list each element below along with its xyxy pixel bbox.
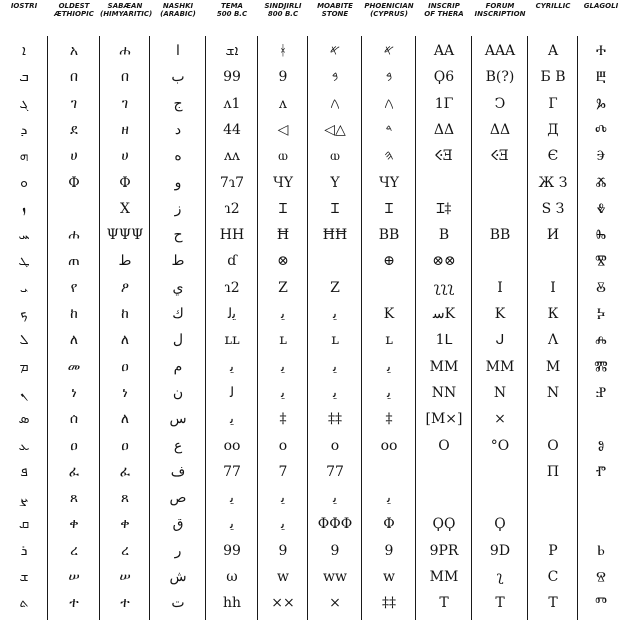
glyph-cell: Т xyxy=(548,595,558,612)
glyph-cell: ܦ xyxy=(20,463,28,480)
glyph-cell: ﻳ xyxy=(281,384,285,401)
glyph-cell: Ɪ xyxy=(331,200,339,217)
glyph-cell: ي xyxy=(172,279,184,296)
glyph-cell: ΔΔ xyxy=(433,121,455,138)
glyph-cell: Б В xyxy=(540,69,566,86)
glyph-cell: ሐ xyxy=(119,43,131,59)
glyph-cell: ʅ xyxy=(496,569,504,585)
glyph-cell: ﻳ xyxy=(387,358,391,375)
glyph-cell: ﻳ xyxy=(281,358,285,375)
glyph-cell: ܓ xyxy=(19,95,29,112)
glyph-cell: ܝ xyxy=(19,279,29,296)
glyph-cell: I xyxy=(497,279,503,296)
glyph-cell: م xyxy=(173,358,183,375)
glyph-cell: °O xyxy=(490,437,510,454)
glyph-cell: ከ xyxy=(70,306,78,322)
column-header: INSCRIP OF THERA xyxy=(424,2,464,18)
glyph-cell: × xyxy=(329,595,341,612)
glyph-cell: ω xyxy=(226,569,238,585)
glyph-cell: Φ xyxy=(68,174,80,191)
glyph-cell: ⊕ xyxy=(383,253,395,270)
glyph-cell: ሀ xyxy=(121,148,129,165)
column-header: NASHKI (ARABIC) xyxy=(160,2,196,18)
glyph-cell: Ϙ xyxy=(494,516,506,533)
glyph-cell: Ⰿ xyxy=(594,358,608,375)
glyph-cell: 𐤁 xyxy=(331,69,339,86)
glyph-cell: ܠ xyxy=(19,332,29,349)
glyph-cell: ﻳ xyxy=(281,516,285,533)
glyph-cell: Φ xyxy=(383,516,395,533)
glyph-cell: ⲴƎ xyxy=(435,148,453,165)
glyph-cell: Ⱀ xyxy=(595,384,607,401)
glyph-cell: ܙ xyxy=(21,200,27,217)
glyph-cell: o xyxy=(278,437,288,454)
glyph-cell: د xyxy=(174,121,182,138)
glyph-cell: 7 xyxy=(278,463,288,480)
glyph-cell: ፈ xyxy=(68,463,80,480)
glyph-cell: ش xyxy=(169,569,187,585)
glyph-cell: ف xyxy=(170,463,186,480)
glyph-cell: ح xyxy=(173,227,183,244)
glyph-cell: ﻳ xyxy=(281,306,285,322)
glyph-cell: የ xyxy=(70,279,78,296)
glyph-cell: 99 xyxy=(223,542,241,559)
glyph-cell: ΑΑ xyxy=(433,43,455,59)
glyph-cell: ɗ xyxy=(227,253,237,270)
glyph-cell: Ⱅ xyxy=(595,595,607,612)
glyph-cell: ×× xyxy=(271,595,295,612)
glyph-cell: ⲱ xyxy=(330,148,340,165)
glyph-cell: ◁△ xyxy=(324,121,346,138)
glyph-cell: ዘ xyxy=(121,121,129,138)
glyph-cell: ΦΦΦ xyxy=(317,516,353,533)
glyph-cell: ፈ xyxy=(119,463,131,480)
glyph-cell: ه xyxy=(174,148,182,165)
glyph-cell: К xyxy=(547,306,559,322)
glyph-cell: HH xyxy=(219,227,245,244)
glyph-cell: ʌ1 xyxy=(223,95,241,112)
glyph-cell: Ⰶ xyxy=(595,174,607,191)
glyph-cell: ﻳ xyxy=(387,490,391,507)
glyph-cell: Ħ xyxy=(276,227,290,244)
glyph-cell: Ⰰ xyxy=(595,43,607,59)
glyph-cell: ܐܫ xyxy=(225,43,239,59)
glyph-cell: ط xyxy=(118,253,132,270)
glyph-cell: ﻳ xyxy=(333,306,337,322)
glyph-cell: ከ xyxy=(121,306,129,322)
glyph-cell: ا xyxy=(176,43,180,59)
glyph-cell: ቀ xyxy=(69,516,79,533)
glyph-cell xyxy=(528,511,578,537)
glyph-cell xyxy=(416,459,472,485)
glyph-cell xyxy=(472,459,528,485)
glyph-cell: Ͻ xyxy=(494,95,506,112)
glyph-cell: B(?) xyxy=(485,69,515,86)
glyph-cell: ق xyxy=(172,516,184,533)
glyph-cell: 𐤂 xyxy=(330,95,340,112)
glyph-cell: П xyxy=(546,463,560,480)
glyph-cell: ܥ xyxy=(18,437,30,454)
column-header: PHOENICIAN (CYPRUS) xyxy=(364,2,414,18)
glyph-cell: MM xyxy=(485,358,515,375)
glyph-cell: Ⰺ xyxy=(595,253,607,270)
glyph-cell: Y xyxy=(330,174,340,191)
glyph-cell: Г xyxy=(548,95,558,112)
glyph-cell: ʟ xyxy=(279,332,287,349)
glyph-cell: T xyxy=(439,595,449,612)
glyph-cell: ܣ xyxy=(18,411,30,428)
glyph-cell: 9 xyxy=(278,69,288,86)
glyph-cell: ʟ xyxy=(331,332,339,349)
glyph-cell: ܘ xyxy=(20,174,28,191)
glyph-cell: ʟ xyxy=(385,332,393,349)
glyph-cell: 𐤀 xyxy=(383,43,395,59)
glyph-cell: Ⱂ xyxy=(595,463,607,480)
glyph-cell: 77 xyxy=(223,463,241,480)
glyph-cell: Ж З xyxy=(538,174,568,191)
glyph-cell: MM xyxy=(429,569,459,585)
glyph-cell: ዐ xyxy=(121,358,129,375)
glyph-cell: ነ xyxy=(122,384,128,401)
glyph-cell: ج xyxy=(173,95,183,112)
glyph-cell: ጠ xyxy=(68,253,80,270)
glyph-cell: 1ᒪ xyxy=(435,332,453,349)
glyph-cell: ረ xyxy=(121,542,129,559)
glyph-cell: ﻳ xyxy=(333,384,337,401)
glyph-cell: ﻳ xyxy=(333,358,337,375)
glyph-cell: N xyxy=(546,384,560,401)
glyph-cell: ﻟ xyxy=(229,384,235,401)
glyph-cell: ᒍ xyxy=(495,332,505,349)
glyph-cell: ﻳﻟ xyxy=(227,306,237,322)
glyph-cell: ለ xyxy=(120,332,130,349)
glyph-cell: 1Γ xyxy=(434,95,454,112)
glyph-cell: Z xyxy=(330,279,340,296)
glyph-cell: ܬ xyxy=(19,595,29,612)
glyph-cell: ܐ xyxy=(22,43,26,59)
glyph-cell: ⊗⊗ xyxy=(432,253,456,270)
glyph-cell: ت xyxy=(171,595,185,612)
glyph-cell: B xyxy=(438,227,450,244)
glyph-cell: 44 xyxy=(223,121,241,138)
column-header: GLAGOLI xyxy=(583,2,619,10)
glyph-cell: ᚼ xyxy=(278,43,288,59)
glyph-cell xyxy=(472,196,528,222)
glyph-cell: Ϙ6 xyxy=(433,69,455,86)
glyph-cell: P xyxy=(548,542,558,559)
glyph-cell: N xyxy=(493,384,507,401)
glyph-cell: 9 xyxy=(330,542,340,559)
glyph-cell: ب xyxy=(171,69,185,86)
glyph-cell: ዖ xyxy=(120,279,130,296)
glyph-cell: ܚ xyxy=(18,227,30,244)
glyph-cell: ɿ2 xyxy=(224,200,240,217)
glyph-cell: ⊗ xyxy=(277,253,289,270)
glyph-cell: MM xyxy=(429,358,459,375)
glyph-cell: ز xyxy=(174,200,182,217)
glyph-cell: ل xyxy=(172,332,184,349)
glyph-cell: ك xyxy=(172,306,184,322)
glyph-cell: ዐ xyxy=(70,437,78,454)
glyph-cell: س xyxy=(169,411,187,428)
glyph-cell xyxy=(362,275,416,301)
glyph-cell: ܢ xyxy=(20,384,28,401)
glyph-cell: Ⰴ xyxy=(595,121,607,138)
glyph-cell: ΨΨΨ xyxy=(106,227,144,244)
glyph-cell: ص xyxy=(169,490,187,507)
glyph-cell: ⲴƎ xyxy=(491,148,509,165)
glyph-cell: ዐ xyxy=(121,437,129,454)
glyph-cell: ሠ xyxy=(68,569,80,585)
glyph-cell: I xyxy=(550,279,556,296)
glyph-cell: Φ xyxy=(119,174,131,191)
glyph-cell: ተ xyxy=(69,595,79,612)
glyph-cell: ʌ xyxy=(279,95,287,112)
glyph-cell: X xyxy=(120,200,130,217)
glyph-cell: ሠ xyxy=(119,569,131,585)
glyph-cell: Ⱁ xyxy=(597,437,605,454)
glyph-cell: ጸ xyxy=(69,490,79,507)
glyph-cell: ЧY xyxy=(272,174,294,191)
glyph-cell: ረ xyxy=(70,542,78,559)
glyph-cell: Є xyxy=(547,148,559,165)
glyph-cell: መ xyxy=(67,358,81,375)
glyph-cell: 𐤄 xyxy=(384,148,394,165)
column-header: MOABITE STONE xyxy=(317,2,353,18)
glyph-cell: በ xyxy=(69,69,79,86)
glyph-cell: ﻳ xyxy=(230,516,234,533)
glyph-cell: Ⰷ xyxy=(596,200,606,217)
glyph-cell: ܗ xyxy=(19,148,29,165)
glyph-cell: ܡ xyxy=(19,358,29,375)
glyph-cell: 77 xyxy=(326,463,344,480)
glyph-cell xyxy=(472,170,528,196)
glyph-cell: 𐤃 xyxy=(385,121,393,138)
glyph-cell: o xyxy=(330,437,340,454)
glyph-cell xyxy=(308,248,362,274)
glyph-cell: ﺳK xyxy=(432,306,456,322)
column-header: CYRILLIC xyxy=(535,2,571,10)
glyph-cell: И xyxy=(546,227,560,244)
glyph-cell: Ⰾ xyxy=(595,332,607,349)
glyph-cell: ܫ xyxy=(19,569,29,585)
glyph-cell: ط xyxy=(171,253,185,270)
glyph-cell: 9D xyxy=(489,542,511,559)
glyph-cell: ﻳ xyxy=(230,358,234,375)
glyph-cell: ﻳ xyxy=(333,490,337,507)
glyph-cell: Z xyxy=(278,279,288,296)
glyph-cell: ﻳ xyxy=(230,411,234,428)
glyph-cell: ɿ2 xyxy=(224,279,240,296)
glyph-cell: ܛ xyxy=(18,253,30,270)
glyph-cell: ΑΑΑ xyxy=(484,43,516,59)
glyph-cell: Ⰸ xyxy=(595,227,607,244)
glyph-cell: BB xyxy=(378,227,400,244)
glyph-cell: Ɪ‡ xyxy=(436,200,452,217)
glyph-cell xyxy=(578,511,624,537)
glyph-cell: ሰ xyxy=(69,411,79,428)
column-header: FORUM INSCRIPTION xyxy=(474,2,526,18)
glyph-cell: ‡ xyxy=(385,411,393,428)
glyph-cell: ﻳ xyxy=(387,384,391,401)
glyph-cell xyxy=(578,406,624,432)
glyph-cell xyxy=(416,485,472,511)
glyph-cell: BB xyxy=(489,227,511,244)
glyph-cell: 99 xyxy=(223,69,241,86)
column-header: IOSTRI xyxy=(10,2,38,10)
glyph-cell: ʟʟ xyxy=(224,332,240,349)
glyph-cell: oo xyxy=(380,437,398,454)
glyph-cell: K xyxy=(494,306,506,322)
glyph-cell: ነ xyxy=(71,384,77,401)
glyph-cell: ጸ xyxy=(120,490,130,507)
glyph-cell: ܨ xyxy=(19,490,29,507)
glyph-cell: ΔΔ xyxy=(489,121,511,138)
glyph-cell xyxy=(472,485,528,511)
glyph-cell: ܟ xyxy=(20,306,28,322)
glyph-cell: ʅʅʅ xyxy=(433,279,455,296)
glyph-cell: Ɪ xyxy=(385,200,393,217)
glyph-cell: [M×] xyxy=(425,411,463,428)
glyph-cell xyxy=(472,248,528,274)
glyph-cell: ĦĦ xyxy=(322,227,348,244)
glyph-cell: w xyxy=(277,569,289,585)
glyph-cell: Д xyxy=(547,121,559,138)
glyph-cell xyxy=(416,170,472,196)
glyph-cell: ع xyxy=(173,437,183,454)
glyph-cell xyxy=(48,196,100,222)
glyph-cell: С xyxy=(547,569,559,585)
column-header: SABÆAN (HIMYARITIC) xyxy=(100,2,153,18)
glyph-cell: ﻳ xyxy=(281,490,285,507)
glyph-cell: ܩ xyxy=(18,516,30,533)
glyph-cell: 9PR xyxy=(429,542,459,559)
glyph-cell: 9 xyxy=(384,542,394,559)
glyph-cell: ‡‡ xyxy=(328,411,342,428)
glyph-cell: w xyxy=(383,569,395,585)
glyph-cell: ܒ xyxy=(19,69,29,86)
glyph-cell: و xyxy=(174,174,182,191)
glyph-cell: 𐤁 xyxy=(385,69,393,86)
glyph-cell: А xyxy=(547,43,559,59)
glyph-cell: ܪ xyxy=(20,542,28,559)
glyph-cell: ሀ xyxy=(70,148,78,165)
glyph-cell: Ⰵ xyxy=(596,148,606,165)
glyph-cell: ለ xyxy=(69,332,79,349)
glyph-cell xyxy=(528,248,578,274)
glyph-cell: ﻳ xyxy=(230,490,234,507)
glyph-cell xyxy=(578,485,624,511)
glyph-cell: ww xyxy=(323,569,347,585)
glyph-cell: 9 xyxy=(278,542,288,559)
glyph-cell: 𐤀 xyxy=(329,43,341,59)
glyph-cell: ገ xyxy=(121,95,129,112)
glyph-cell: ቀ xyxy=(120,516,130,533)
glyph-cell: ‡ xyxy=(279,411,287,428)
glyph-cell: Ⱃ xyxy=(597,542,605,559)
glyph-cell: O xyxy=(438,437,450,454)
glyph-cell: oo xyxy=(223,437,241,454)
glyph-cell xyxy=(362,459,416,485)
glyph-cell: ⲱ xyxy=(278,148,288,165)
glyph-cell: ሐ xyxy=(68,227,80,244)
glyph-cell: Ⰳ xyxy=(596,95,606,112)
column-header: SINDJIRLI 800 B.C xyxy=(264,2,302,18)
glyph-cell: Ⰱ xyxy=(595,69,607,86)
glyph-cell: Ѕ З xyxy=(541,200,565,217)
glyph-cell: ر xyxy=(174,542,182,559)
glyph-cell: T xyxy=(495,595,505,612)
glyph-cell: Ⱄ xyxy=(596,569,606,585)
glyph-cell: 7ɿ7 xyxy=(219,174,245,191)
glyph-cell: ተ xyxy=(120,595,130,612)
glyph-cell: 𐤂 xyxy=(384,95,394,112)
column-header: OLDEST ÆTHIOPIC xyxy=(54,2,94,18)
glyph-cell: ʌʌ xyxy=(224,148,240,165)
glyph-cell: K xyxy=(383,306,395,322)
glyph-cell: ܕ xyxy=(20,121,28,138)
glyph-cell: ገ xyxy=(70,95,78,112)
glyph-cell: ለ xyxy=(120,411,130,428)
glyph-cell: Λ xyxy=(547,332,559,349)
glyph-cell: Ⰽ xyxy=(596,306,606,322)
glyph-cell: ϘϘ xyxy=(432,516,456,533)
glyph-cell: ደ xyxy=(70,121,78,138)
glyph-cell: NN xyxy=(431,384,457,401)
glyph-cell: በ xyxy=(120,69,130,86)
glyph-cell: hh xyxy=(222,595,242,612)
glyph-cell xyxy=(528,406,578,432)
glyph-cell: ЧY xyxy=(378,174,400,191)
glyph-cell: ◁ xyxy=(277,121,289,138)
glyph-cell: ‡‡ xyxy=(382,595,396,612)
glyph-cell: × xyxy=(494,411,506,428)
glyph-cell: Ⰻ xyxy=(596,279,606,296)
glyph-cell: አ xyxy=(69,43,79,59)
glyph-cell: ن xyxy=(172,384,184,401)
column-header: TEMA 500 B.C xyxy=(216,2,248,18)
glyph-cell: O xyxy=(547,437,559,454)
glyph-cell: М xyxy=(545,358,561,375)
glyph-cell: Ɪ xyxy=(279,200,287,217)
glyph-cell xyxy=(528,485,578,511)
